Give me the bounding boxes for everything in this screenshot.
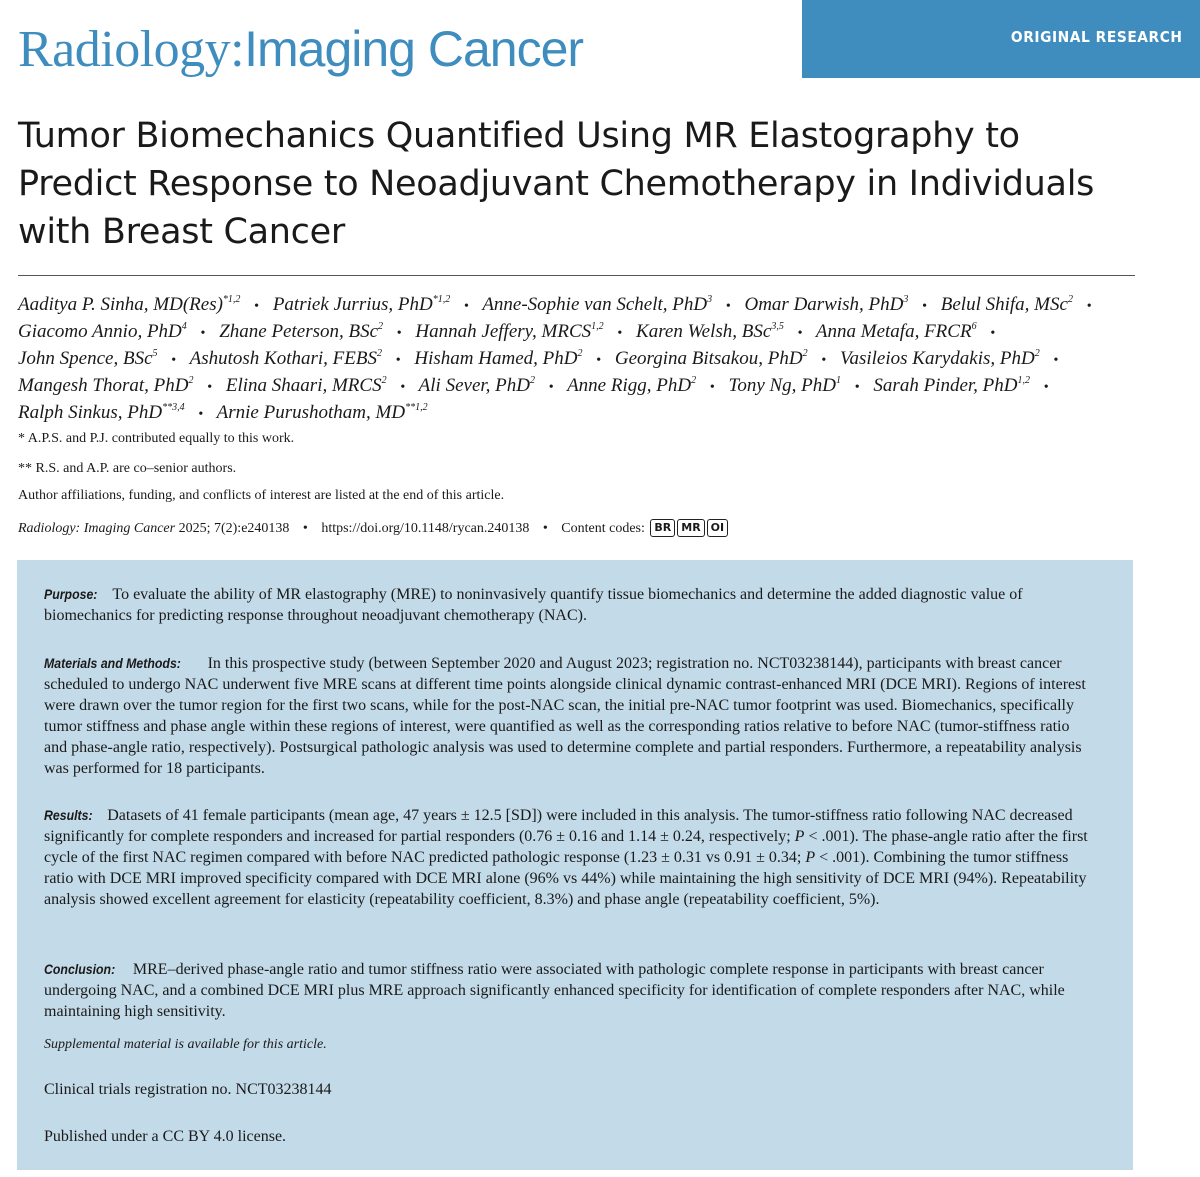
section-banner xyxy=(802,0,1200,78)
results-text-a: Datasets of 41 female participants (mean age, 47 years ± 12.5 [SD]) were included in this analysis. The tumor-stiffness ratio following NAC decreased significantly for complete responders and increased for partial responders (0.76 ± 0.16 and 1.14 ± 0.24, respectively; xyxy=(44,807,1073,845)
p-value-symbol: P xyxy=(805,849,816,866)
author-name-text: Hisham Hamed, PhD xyxy=(414,348,578,369)
author-affiliation-sup: *1,2 xyxy=(222,294,241,305)
author-separator: • xyxy=(725,299,731,314)
abstract-box xyxy=(17,560,1133,1170)
citation-line xyxy=(18,518,728,540)
license-note: Published under a CC BY 4.0 license. xyxy=(44,1128,287,1145)
author-separator: • xyxy=(709,380,715,395)
author-name xyxy=(190,348,382,369)
purpose-text: To evaluate the ability of MR elastography (MRE) to noninvasively quantify tissue biomechanics and determine the added diagnostic value of biomechanics for predicting response throughout neoadjuvant chemotherapy (NAC). xyxy=(44,586,1023,624)
co-senior-note: ** R.S. and A.P. are co–senior authors. xyxy=(18,461,237,476)
author-separator: • xyxy=(548,380,554,395)
author-name xyxy=(482,294,712,315)
author-name xyxy=(941,294,1073,315)
author-affiliation-sup: 2 xyxy=(381,375,387,386)
author-name-text: Belul Shifa, MSc xyxy=(940,294,1068,315)
author-name xyxy=(567,375,696,396)
author-name xyxy=(18,375,193,396)
results-text-c: < .001). Combining the tumor stiffness ratio with DCE MRI improved specificity compared with DCE MRI alone (96% vs 44%) while maintaining the high sensitivity of DCE MRI (94%). Repeatability analysis showed excellent agreement for elasticity (repeatability coefficient, 8.3%) and phase angle (repeatability coefficient, 5%). xyxy=(44,849,1087,908)
author-name xyxy=(414,348,582,369)
author-name-text: Patriek Jurrius, PhD xyxy=(272,294,433,315)
author-separator: • xyxy=(254,299,260,314)
author-separator: • xyxy=(198,407,204,422)
author-affiliation-sup: 2 xyxy=(1034,348,1040,359)
content-codes-label: Content codes: xyxy=(561,521,645,536)
author-name-text: Ralph Sinkus, PhD xyxy=(18,402,163,423)
author-separator: • xyxy=(1053,353,1059,368)
author-name xyxy=(18,294,240,315)
journal-name-part1: Radiology: xyxy=(18,21,245,78)
bullet-separator: • xyxy=(542,521,548,536)
methods-label: Materials and Methods: xyxy=(44,655,181,671)
affiliations-note: Author affiliations, funding, and conflicts of interest are listed at the end of this article. xyxy=(18,488,505,503)
author-name xyxy=(873,375,1030,396)
journal-name-part2: Imaging Cancer xyxy=(244,21,584,77)
author-name-text: Omar Darwish, PhD xyxy=(744,294,904,315)
author-name-text: Anne-Sophie van Schelt, PhD xyxy=(482,294,708,315)
citation-volume: 2025; 7(2):e240138 xyxy=(178,521,290,536)
citation-journal: Radiology: Imaging Cancer xyxy=(18,521,176,536)
author-affiliation-sup: 2 xyxy=(577,348,583,359)
author-name xyxy=(18,402,185,423)
author-name xyxy=(415,321,603,342)
author-separator: • xyxy=(400,380,406,395)
author-affiliation-sup: 2 xyxy=(530,375,535,386)
results-text-b: < .001). The phase-angle ratio after the first cycle of the first NAC regimen compared with before NAC predicted pathologic response (1.23 ± 0.31 vs 0.91 ± 0.34; xyxy=(44,828,1088,866)
content-code-mr: MR xyxy=(677,519,704,537)
author-name-text: John Spence, BSc xyxy=(18,348,153,369)
author-affiliation-sup: 2 xyxy=(188,375,194,386)
author-affiliation-sup: 2 xyxy=(378,321,384,332)
author-name xyxy=(18,348,158,369)
conclusion-label: Conclusion: xyxy=(44,961,116,977)
author-separator: • xyxy=(922,299,928,314)
author-name xyxy=(18,321,187,342)
author-separator: • xyxy=(990,326,996,341)
author-name-text: Vasileios Karydakis, PhD xyxy=(839,348,1035,369)
author-affiliation-sup: **1,2 xyxy=(405,402,428,413)
author-name xyxy=(840,348,1040,369)
results-label: Results: xyxy=(44,807,93,823)
abstract-methods xyxy=(44,653,1094,779)
author-separator: • xyxy=(1043,380,1049,395)
author-name-text: Tony Ng, PhD xyxy=(728,375,837,396)
author-name xyxy=(744,294,908,315)
author-name xyxy=(219,321,383,342)
author-affiliation-sup: 2 xyxy=(1067,294,1073,305)
author-name-text: Mangesh Thorat, PhD xyxy=(18,375,189,396)
author-name xyxy=(217,402,428,423)
abstract-purpose xyxy=(44,584,1094,626)
author-name-text: Elina Shaari, MRCS xyxy=(225,375,382,396)
author-separator: • xyxy=(1086,299,1092,314)
author-separator: • xyxy=(395,353,401,368)
author-name-text: Sarah Pinder, PhD xyxy=(873,375,1018,396)
content-code-oi: OI xyxy=(707,519,728,537)
author-name-text: Karen Welsh, BSc xyxy=(636,321,772,342)
section-label: ORIGINAL RESEARCH xyxy=(1010,28,1182,46)
author-affiliation-sup: 3 xyxy=(903,294,909,305)
author-separator: • xyxy=(854,380,860,395)
author-name-text: Zhane Peterson, BSc xyxy=(219,321,379,342)
author-affiliation-sup: 5 xyxy=(152,348,158,359)
author-affiliation-sup: **3,4 xyxy=(162,402,185,413)
conclusion-text: MRE–derived phase-angle ratio and tumor stiffness ratio were associated with pathologic complete response in participants with breast cancer undergoing NAC, and a combined DCE MRI plus MRE approach significantly enhanced specificity for identification of complete responders after NAC, while maintaining high sensitivity. xyxy=(44,961,1065,1020)
author-separator: • xyxy=(200,326,206,341)
author-affiliation-sup: 1,2 xyxy=(1017,375,1030,386)
author-name xyxy=(419,375,535,396)
title-divider xyxy=(18,275,1135,276)
author-separator: • xyxy=(797,326,803,341)
bullet-separator: • xyxy=(302,521,308,536)
author-affiliation-sup: *1,2 xyxy=(432,294,451,305)
author-name-text: Giacomo Annio, PhD xyxy=(18,321,182,342)
author-separator: • xyxy=(596,353,602,368)
methods-text: In this prospective study (between September 2020 and August 2023; registration no. NCT03238144), participants with breast cancer scheduled to undergo NAC underwent five MRE scans at different time points alongside clinical dynamic contrast-enhanced MRI (DCE MRI). Regions of interest were drawn over the tumor region for the first two scans, while for the post-NAC scan, the initial pre-NAC tumor footprint was used. Biomechanics, specifically tumor stiffness and phase angle within these regions of interest, were quantified as well as the corresponding ratios relative to before NAC (tumor-stiffness ratio and phase-angle ratio, respectively). Postsurgical pathologic analysis was used to determine complete and partial responders. Furthermore, a repeatability analysis was performed for 18 participants. xyxy=(44,655,1086,777)
author-name xyxy=(615,348,808,369)
content-code-br: BR xyxy=(650,519,675,537)
author-name xyxy=(226,375,387,396)
article-title: Tumor Biomechanics Quantified Using MR Elastography to Predict Response to Neoadjuvant Chemotherapy in Individuals with Breast Cancer xyxy=(18,116,1095,252)
author-name xyxy=(816,321,977,342)
author-name xyxy=(729,375,842,396)
purpose-label: Purpose: xyxy=(44,586,98,602)
author-separator: • xyxy=(617,326,623,341)
author-name xyxy=(636,321,784,342)
p-value-symbol: P xyxy=(794,828,805,845)
author-affiliation-sup: 3 xyxy=(707,294,713,305)
author-name-text: Arnie Purushotham, MD xyxy=(216,402,406,423)
journal-logo xyxy=(18,14,583,85)
author-separator: • xyxy=(207,380,213,395)
trial-registration: Clinical trials registration no. NCT03238144 xyxy=(44,1081,332,1098)
author-name-text: Anne Rigg, PhD xyxy=(567,375,692,396)
equal-contribution-note: * A.P.S. and P.J. contributed equally to this work. xyxy=(18,431,295,446)
author-affiliation-sup: 4 xyxy=(181,321,187,332)
abstract-results xyxy=(44,805,1094,910)
author-list xyxy=(18,292,1138,427)
author-name xyxy=(273,294,450,315)
author-separator: • xyxy=(463,299,469,314)
author-separator: • xyxy=(821,353,827,368)
author-affiliation-sup: 2 xyxy=(691,375,697,386)
author-affiliation-sup: 2 xyxy=(802,348,808,359)
doi-link[interactable]: https://doi.org/10.1148/rycan.240138 xyxy=(321,521,530,536)
author-name-text: Ashutosh Kothari, FEBS xyxy=(189,348,377,369)
author-separator: • xyxy=(171,353,177,368)
author-separator: • xyxy=(396,326,402,341)
author-affiliation-sup: 1,2 xyxy=(591,321,604,332)
author-name-text: Ali Sever, PhD xyxy=(418,375,530,396)
author-affiliation-sup: 2 xyxy=(376,348,382,359)
author-name-text: Aaditya P. Sinha, MD(Res) xyxy=(18,294,223,315)
abstract-conclusion xyxy=(44,959,1094,1022)
author-name-text: Anna Metafa, FRCR xyxy=(815,321,972,342)
supplemental-note: Supplemental material is available for this article. xyxy=(44,1037,327,1052)
author-affiliation-sup: 3,5 xyxy=(771,321,784,332)
author-name-text: Hannah Jeffery, MRCS xyxy=(415,321,592,342)
author-affiliation-sup: 1 xyxy=(836,375,842,386)
author-name-text: Georgina Bitsakou, PhD xyxy=(614,348,803,369)
author-affiliation-sup: 6 xyxy=(971,321,977,332)
